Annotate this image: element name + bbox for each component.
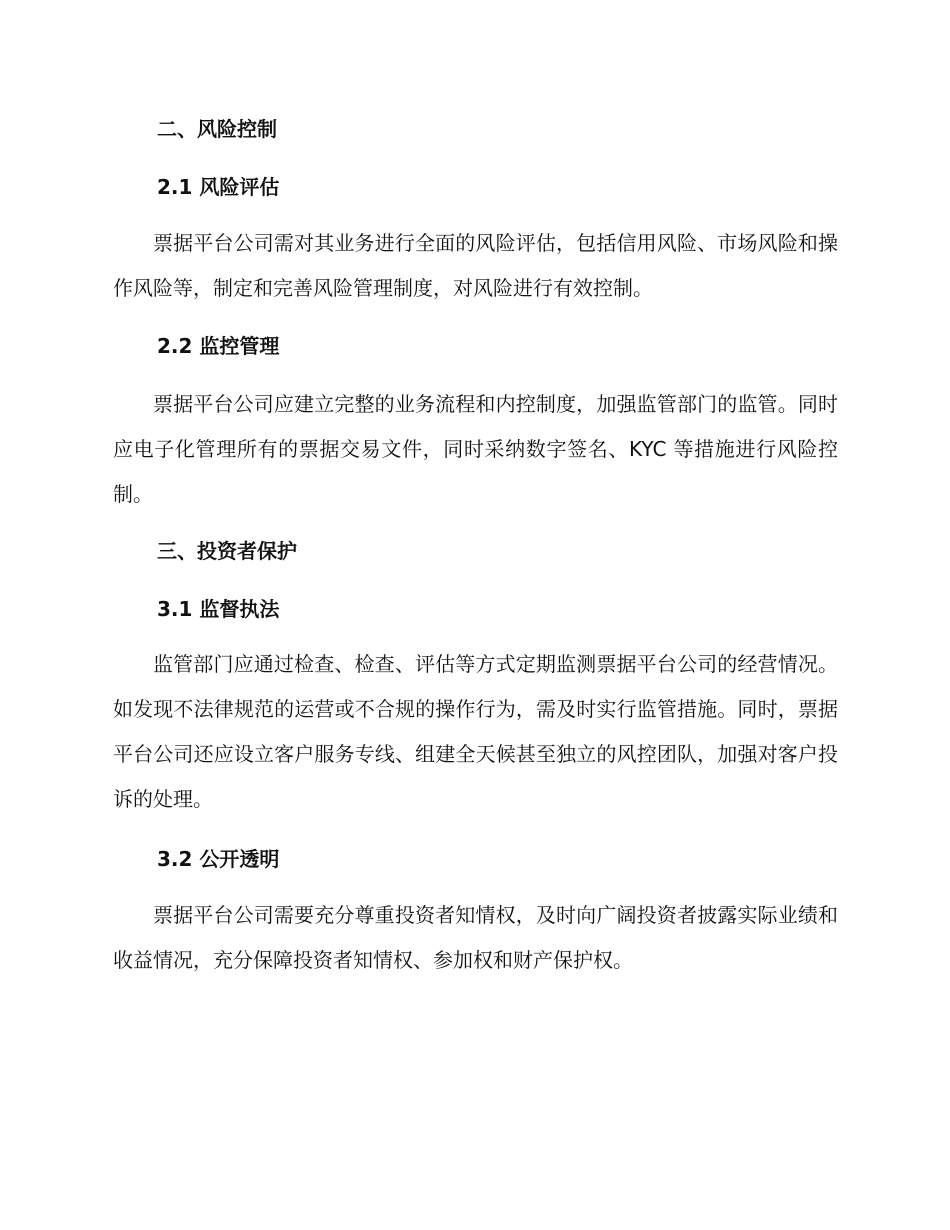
paragraph-risk-assessment: 票据平台公司需对其业务进行全面的风险评估，包括信用风险、市场风险和操作风险等，制定和完善风险管理制度，对风险进行有效控制。 — [113, 231, 838, 300]
subsection-heading-risk-assessment: 2.1 风险评估 — [157, 175, 280, 199]
subsection-heading-transparency: 3.2 公开透明 — [157, 847, 280, 871]
paragraph-monitoring-management: 票据平台公司应建立完整的业务流程和内控制度，加强监管部门的监管。同时应电子化管理所有的票据交易文件，同时采纳数字签名、KYC 等措施进行风险控制。 — [113, 392, 838, 506]
paragraph-transparency: 票据平台公司需要充分尊重投资者知情权，及时向广阔投资者披露实际业绩和收益情况，充分保障投资者知情权、参加权和财产保护权。 — [113, 903, 838, 972]
subsection-heading-supervision-enforcement: 3.1 监督执法 — [157, 597, 280, 621]
paragraph-supervision-enforcement: 监管部门应通过检查、检查、评估等方式定期监测票据平台公司的经营情况。如发现不法律规范的运营或不合规的操作行为，需及时实行监管措施。同时，票据平台公司还应设立客户服务专线、组建全天候甚至独立的风控团队，加强对客户投诉的处理。 — [113, 652, 838, 811]
section-heading-risk-control: 二、风险控制 — [157, 117, 277, 141]
section-heading-investor-protection: 三、投资者保护 — [157, 539, 297, 563]
subsection-heading-monitoring-management: 2.2 监控管理 — [157, 334, 280, 358]
